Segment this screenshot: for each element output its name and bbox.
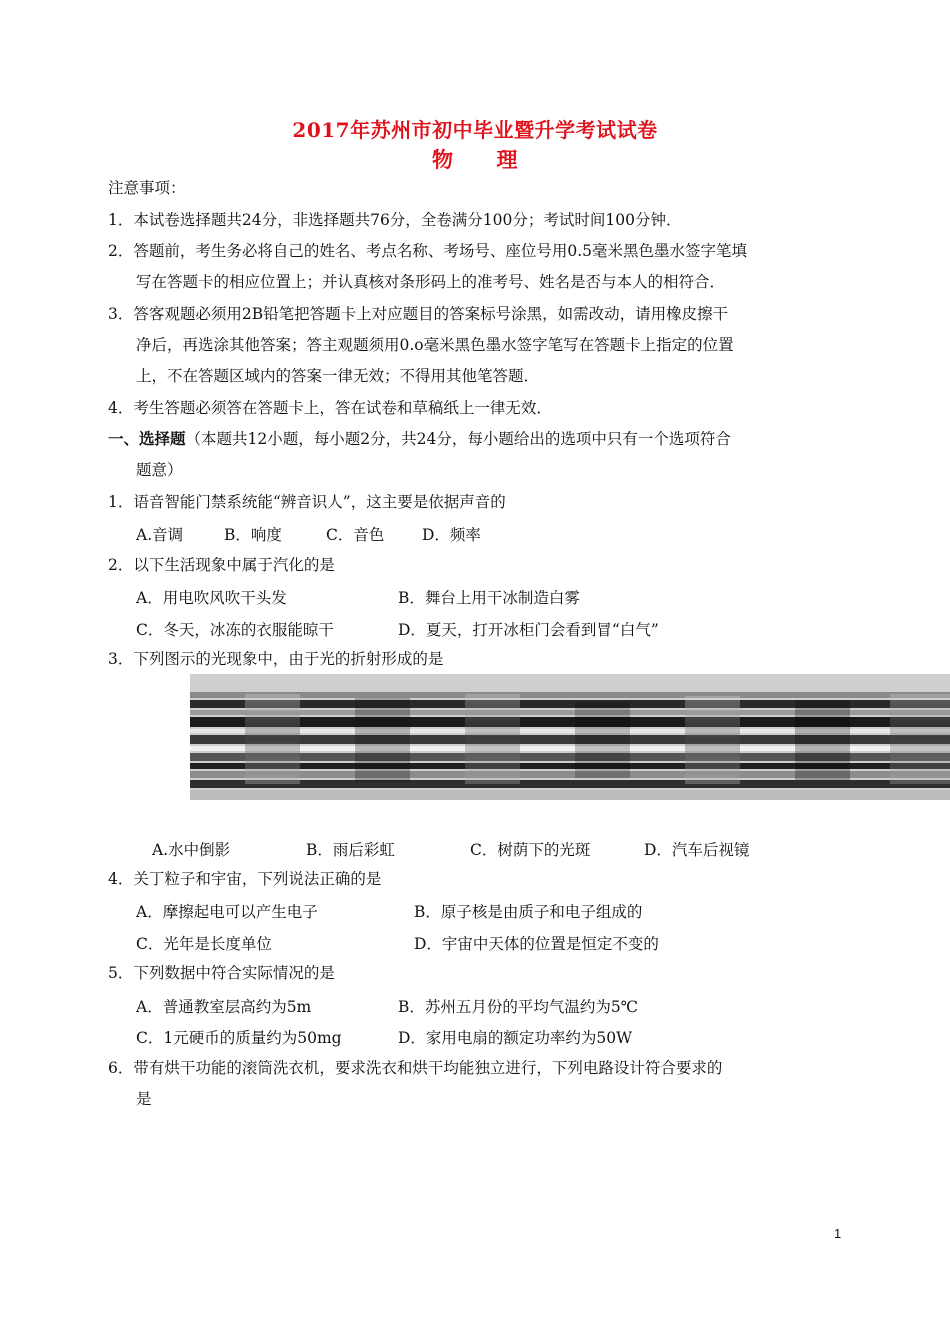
exam-title: 2017年苏州市初中毕业暨升学考试试卷 [292, 118, 658, 142]
q3-option-b: B．雨后彩虹 [306, 841, 395, 859]
section-heading [108, 429, 731, 449]
note-line: 3．答客观题必须用2B铅笔把答题卡上对应题目的答案标号涂黑，如需改动，请用橡皮擦干 [108, 305, 729, 323]
section-desc: （本题共12小题，每小题2分，共24分，每小题给出的选项中只有一个选项符合 [185, 430, 731, 448]
page-number: 1 [834, 1226, 842, 1241]
section-desc-cont: 题意） [136, 461, 183, 479]
q2-option-d: D．夏天，打开冰柜门会看到冒“白气” [398, 621, 659, 639]
question-6-stem-cont: 是 [136, 1090, 152, 1108]
q3-option-d: D．汽车后视镜 [644, 841, 750, 859]
note-line: 4．考生答题必须答在答题卡上，答在试卷和草稿纸上一律无效． [108, 399, 552, 417]
question-1-stem: 1．语音智能门禁系统能“辨音识人”，这主要是依据声音的 [108, 493, 506, 511]
question-3-stem: 3．下列图示的光现象中，由于光的折射形成的是 [108, 650, 444, 668]
q5-option-a: A．普通教室层高约为5m [136, 998, 312, 1016]
q2-option-b: B．舞台上用干冰制造白雾 [398, 589, 580, 607]
q2-option-a: A．用电吹风吹干头发 [136, 589, 287, 607]
q5-option-b: B．苏州五月份的平均气温约为5℃ [398, 998, 639, 1016]
question-6-stem: 6．带有烘干功能的滚筒洗衣机，要求洗衣和烘干均能独立进行，下列电路设计符合要求的 [108, 1059, 723, 1077]
q4-option-a: A．摩擦起电可以产生电子 [136, 903, 318, 921]
q4-option-b: B．原子核是由质子和电子组成的 [414, 903, 643, 921]
note-line: 1．本试卷选择题共24分，非选择题共76分，全卷满分100分；考试时间100分钟． [108, 211, 682, 229]
exam-subject: 物 理 [432, 147, 518, 172]
question-4-stem: 4．关丁粒子和宇宙，下列说法正确的是 [108, 870, 382, 888]
note-line: 净后，再选涂其他答案；答主观题须用0.o毫米黑色墨水签字笔写在答题卡上指定的位置 [136, 336, 734, 354]
q1-option-a: A.音调 [136, 526, 184, 544]
q2-option-c: C．冬天，冰冻的衣服能晾干 [136, 621, 334, 639]
q4-option-c: C．光年是长度单位 [136, 935, 272, 953]
question-2-stem: 2．以下生活现象中属于汽化的是 [108, 556, 335, 574]
q5-option-c: C．1元硬币的质量约为50mg [136, 1029, 342, 1047]
notes-heading: 注意事项： [108, 179, 186, 197]
note-line: 写在答题卡的相应位置上；并认真核对条形码上的准考号、姓名是否与本人的相符合． [136, 273, 726, 291]
q1-option-b: B．响度 [224, 526, 282, 544]
q4-option-d: D．宇宙中天体的位置是恒定不变的 [414, 935, 659, 953]
q1-option-d: D．频率 [422, 526, 481, 544]
note-line: 2．答题前，考生务必将自己的姓名、考点名称、考场号、座位号用0.5毫米黑色墨水签字笔填 [108, 242, 748, 260]
q3-option-a: A.水中倒影 [152, 841, 231, 859]
note-line: 上，不在答题区域内的答案一律无效；不得用其他笔答题． [136, 367, 540, 385]
question-3-figure [190, 674, 950, 800]
section-title: 一、选择题 [108, 429, 186, 448]
q1-option-c: C．音色 [326, 526, 385, 544]
q3-option-c: C．树荫下的光斑 [470, 841, 591, 859]
q5-option-d: D．家用电扇的额定功率约为50W [398, 1029, 633, 1047]
question-5-stem: 5．下列数据中符合实际情况的是 [108, 964, 335, 982]
